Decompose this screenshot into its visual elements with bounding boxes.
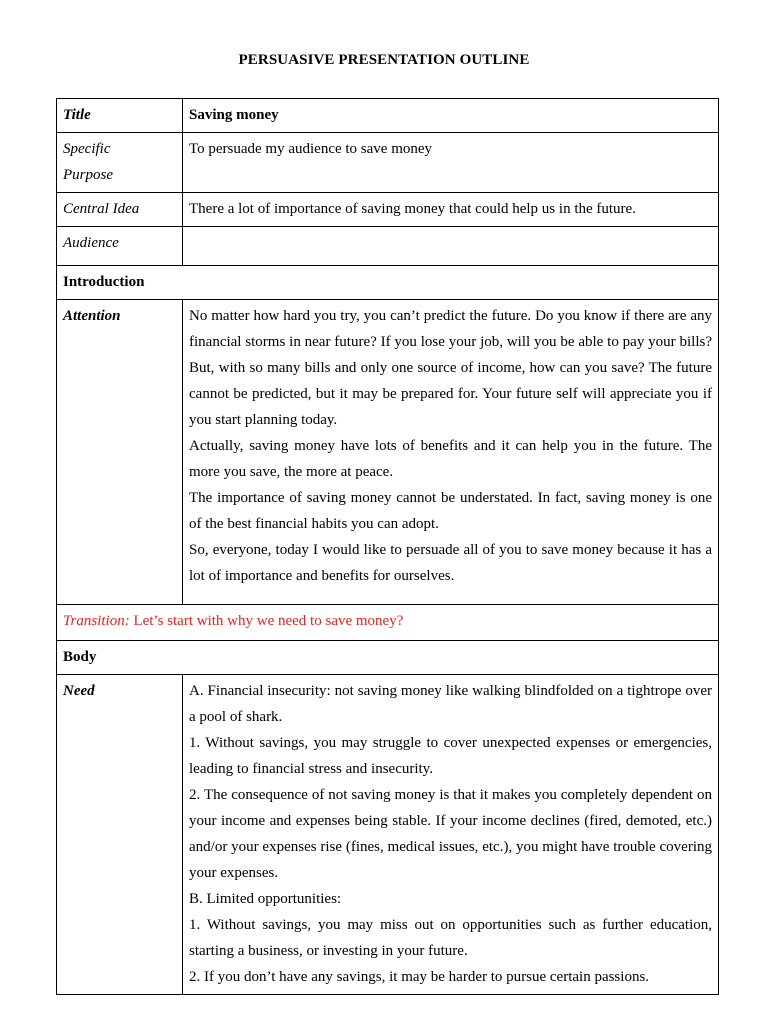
row-attention <box>57 300 719 605</box>
title-value: Saving money <box>183 99 719 133</box>
specific-purpose-label-line2: Purpose <box>63 167 113 183</box>
row-title <box>57 99 719 133</box>
transition-cell <box>57 605 719 641</box>
attention-content <box>183 300 719 605</box>
central-idea-label: Central Idea <box>57 193 183 227</box>
row-specific-purpose <box>57 133 719 193</box>
specific-purpose-value: To persuade my audience to save money <box>183 133 719 193</box>
row-transition <box>57 605 719 641</box>
need-content <box>183 675 719 995</box>
need-label: Need <box>57 675 183 995</box>
specific-purpose-label-line1: Specific <box>63 141 111 157</box>
need-paragraph: B. Limited opportunities: <box>189 891 342 907</box>
specific-purpose-label <box>57 133 183 193</box>
attention-paragraph: The importance of saving money cannot be understated. In fact, saving money is one of the best financial habits you can adopt. <box>189 490 712 532</box>
row-need <box>57 675 719 995</box>
central-idea-value: There a lot of importance of saving money that could help us in the future. <box>183 193 719 227</box>
transition-label: Transition: <box>63 613 130 629</box>
outline-table <box>56 98 719 995</box>
title-label: Title <box>57 99 183 133</box>
body-heading: Body <box>57 641 719 675</box>
attention-paragraph: Actually, saving money have lots of benefits and it can help you in the future. The more you save, the more at peace. <box>189 438 712 480</box>
need-paragraph: 2. The consequence of not saving money is that it makes you completely dependent on your income and expenses being stable. If your income declines (fired, demoted, etc.) and/or your expenses rise (fines, medical issues, etc.), you might have trouble covering your expenses. <box>189 787 712 881</box>
row-central-idea <box>57 193 719 227</box>
audience-label: Audience <box>57 227 183 266</box>
row-introduction-heading <box>57 266 719 300</box>
row-body-heading <box>57 641 719 675</box>
need-paragraph: 1. Without savings, you may miss out on opportunities such as further education, starting a business, or investing in your future. <box>189 917 712 959</box>
need-paragraph: A. Financial insecurity: not saving money like walking blindfolded on a tightrope over a pool of shark. <box>189 683 712 725</box>
audience-value <box>183 227 719 266</box>
row-audience <box>57 227 719 266</box>
attention-paragraph: No matter how hard you try, you can’t predict the future. Do you know if there are any financial storms in near future? If you lose your job, will you be able to pay your bills? But, with so many bills and only one source of income, how can you save? The future cannot be predicted, but it may be prepared for. Your future self will appreciate you if you start planning today. <box>189 308 712 428</box>
transition-text: Let’s start with why we need to save money? <box>129 613 404 629</box>
introduction-heading: Introduction <box>57 266 719 300</box>
attention-paragraph: So, everyone, today I would like to persuade all of you to save money because it has a lot of importance and benefits for ourselves. <box>189 542 712 584</box>
need-paragraph: 2. If you don’t have any savings, it may be harder to pursue certain passions. <box>189 969 650 985</box>
attention-label: Attention <box>57 300 183 605</box>
need-paragraph: 1. Without savings, you may struggle to cover unexpected expenses or emergencies, leading to financial stress and insecurity. <box>189 735 712 777</box>
page-title: PERSUASIVE PRESENTATION OUTLINE <box>238 52 530 68</box>
